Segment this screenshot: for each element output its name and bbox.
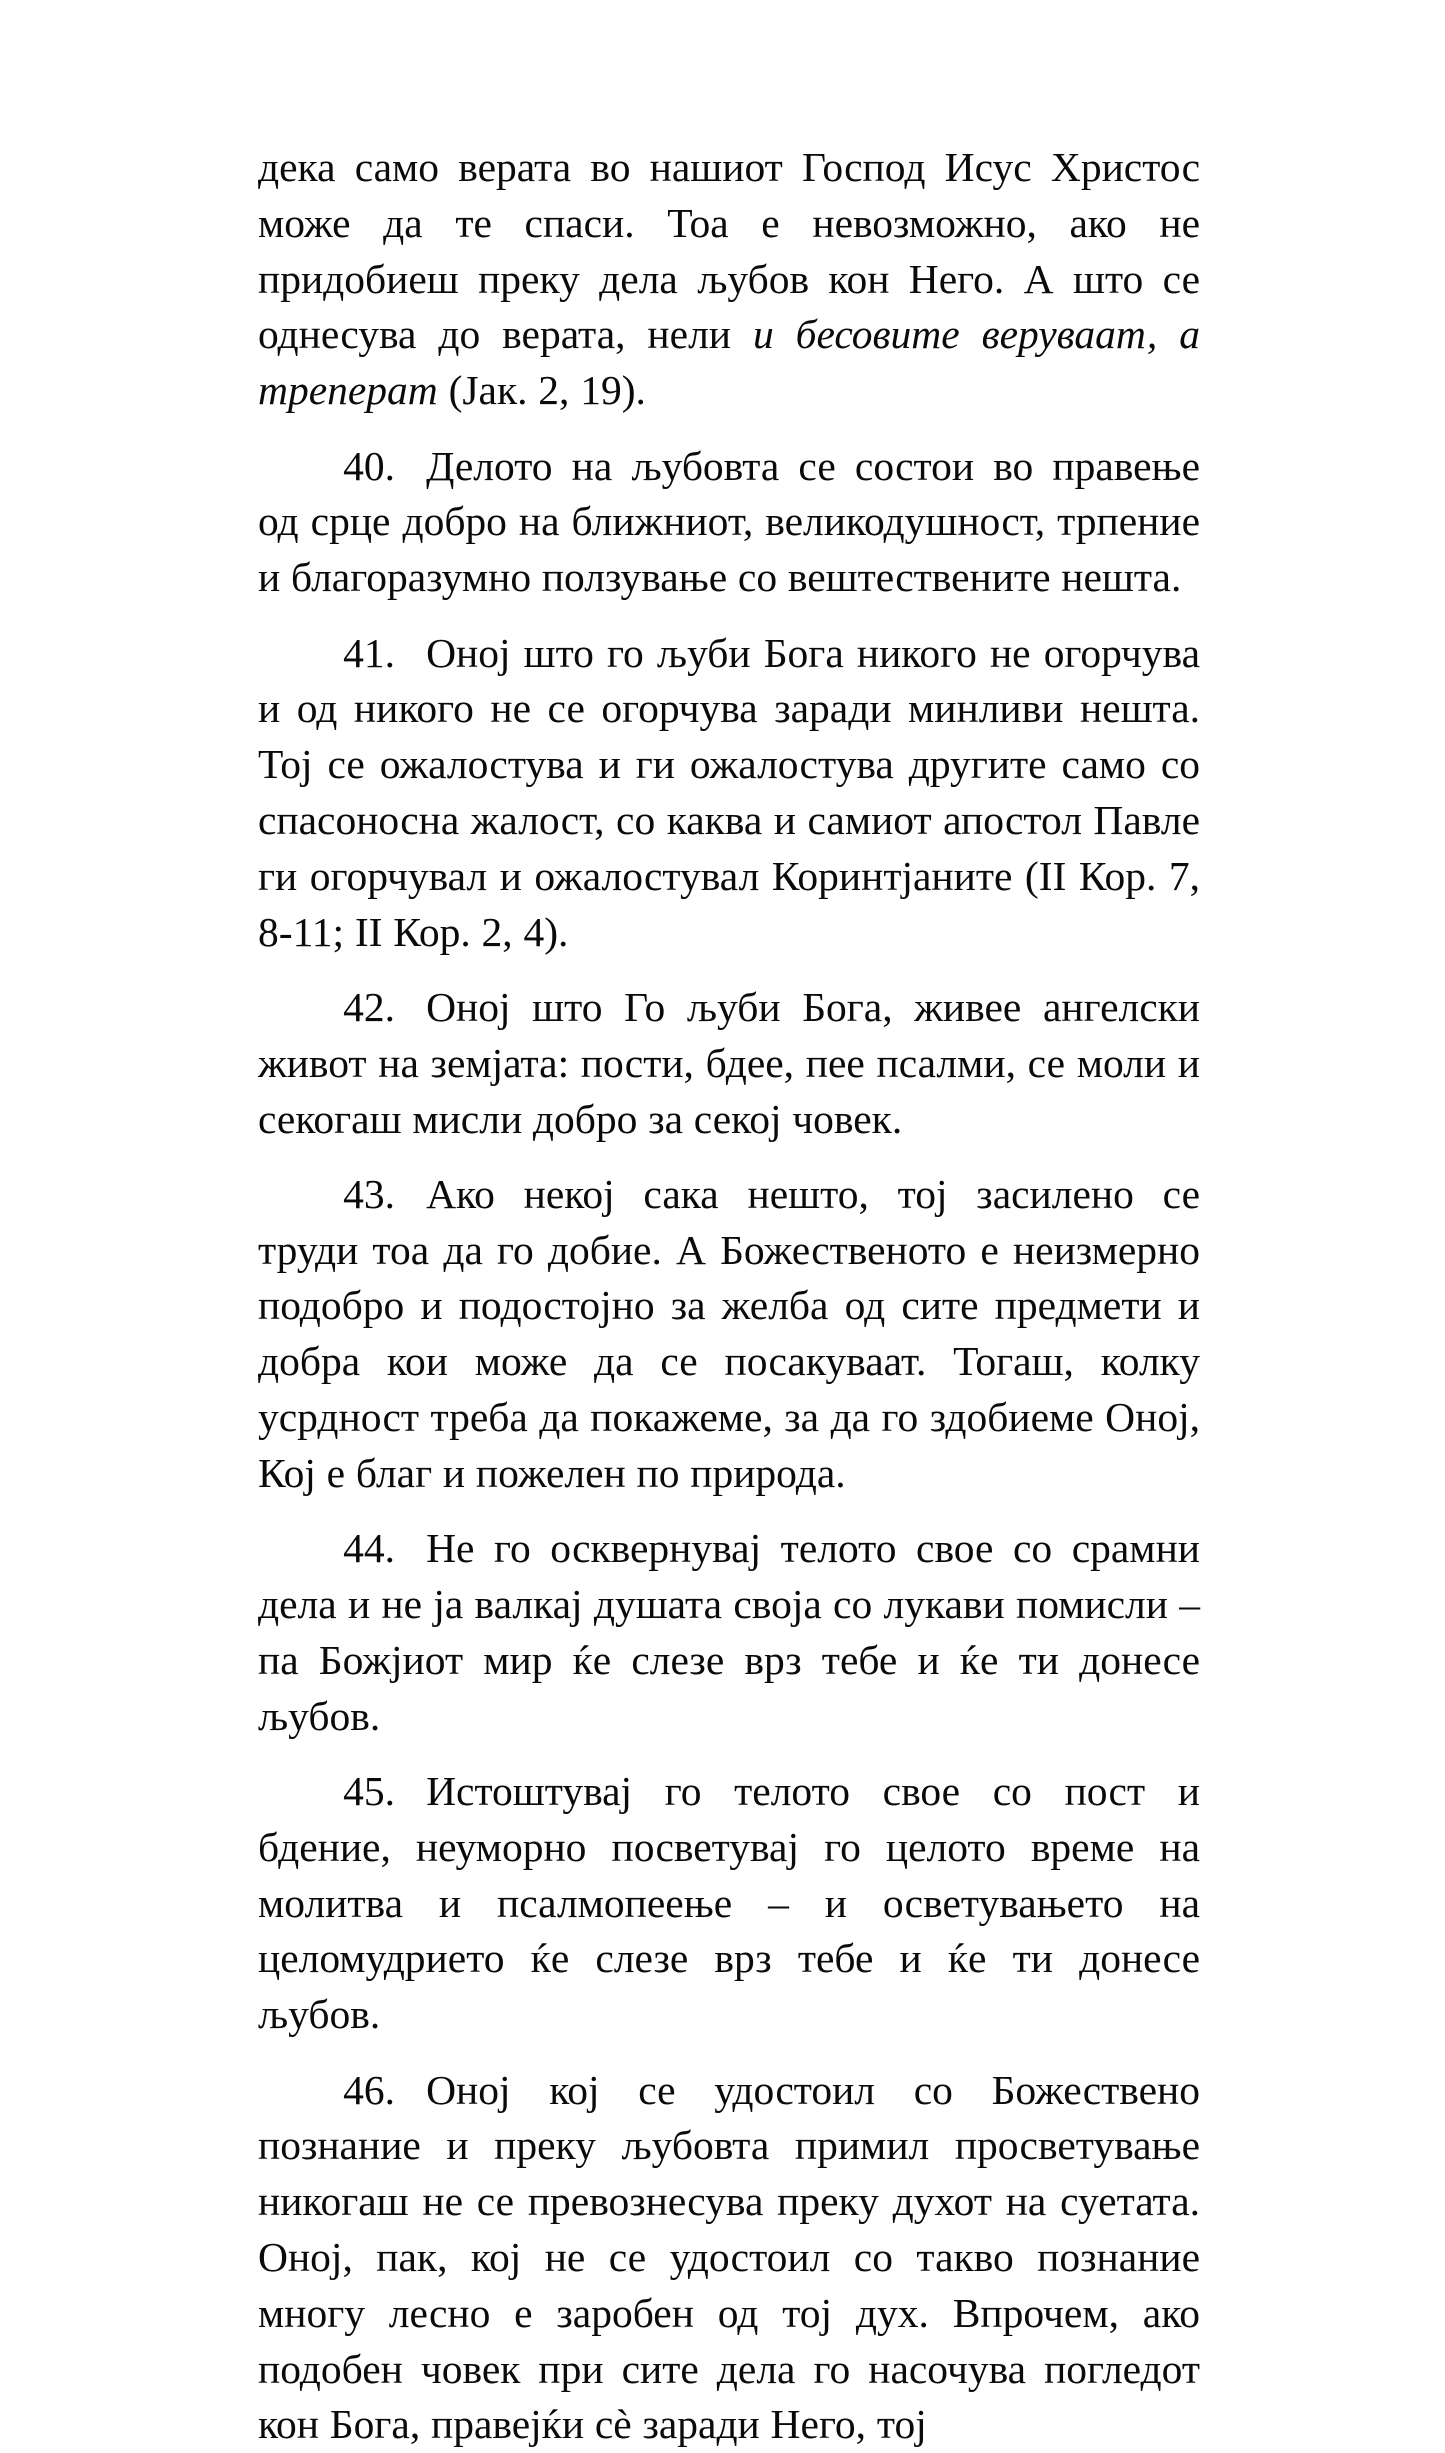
body-text-run: Не го осквернувај телото свое со срамни дела и не ја валкај душата своја со лукави помисли – па Божјиот мир ќе слезе врз тебе и ќе ти донесе љубов. (258, 1525, 1200, 1738)
paragraph-number: 44. (343, 1525, 395, 1571)
paragraph-number: 46. (343, 2067, 395, 2113)
body-text-run: Истоштувај го телото свое со пост и бдение, неуморно посветувај го целото време на молитва и псалмопеење – и осветувањето на целомудрието ќе слезе врз тебе и ќе ти донесе љубов. (258, 1768, 1200, 2037)
body-text-run: Оној што го љуби Бога никого не огорчува и од никого не се огорчува заради минливи нешта. Тој се ожалостува и ги ожалостува другите само со спасоносна жалост, со каква и самиот апостол Павле ги огорчувал и ожалостувал Коринтјаните (II Кор. 7, 8-11; II Кор. 2, 4). (258, 630, 1200, 955)
body-text-run: Ако некој сака нешто, тој засилено се труди тоа да го добие. А Божественото е неизмерно подобро и подостојно за желба од сите предмети и добра кои може да се посакуваат. Тогаш, колку усрдност треба да покажеме, за да го здобиеме Оној, Кој е благ и пожелен по природа. (258, 1171, 1200, 1496)
paragraph-number: 45. (343, 1768, 395, 1814)
numbered-paragraph (258, 2063, 1200, 2453)
numbered-paragraph (258, 439, 1200, 606)
body-text-run: дека само верата во нашиот Господ Исус Христос може да те спаси. Тоа е невозможно, ако не придобиеш преку дела љубов кон Него. А што се однесува до верата, нели (258, 144, 1200, 357)
numbered-paragraph (258, 626, 1200, 961)
body-text-run: Оној што Го љуби Бога, живее ангелски живот на земјата: пости, бдее, пее псалми, се моли и секогаш мисли добро за секој човек. (258, 984, 1200, 1142)
numbered-paragraph (258, 1521, 1200, 1744)
paragraph-number: 41. (343, 630, 395, 676)
continuation-paragraph (258, 140, 1200, 419)
numbered-paragraph (258, 1764, 1200, 2043)
body-text-run: Делото на љубовта се состои во правење од срце добро на ближниот, великодушност, трпение и благоразумно ползување со вештествените нешта. (258, 443, 1200, 601)
numbered-paragraph (258, 1167, 1200, 1502)
body-text-run: Оној кој се удостоил со Божествено познание и преку љубовта примил просветување никогаш не се превознесува преку духот на суетата. Оној, пак, кој не се удостоил со такво познание многу лесно е заробен од тој дух. Впрочем, ако подобен човек при сите дела го насочува погледот кон Бога, правејќи сè заради Него, тој (258, 2067, 1200, 2448)
scripture-quote: и бесовите веруваат, а треперат (258, 311, 1200, 413)
paragraph-number: 42. (343, 984, 395, 1030)
body-text-run: (Јак. 2, 19). (438, 367, 646, 413)
body-text-block (258, 140, 1200, 2453)
paragraph-number: 40. (343, 443, 395, 489)
numbered-paragraph (258, 980, 1200, 1147)
paragraph-number: 43. (343, 1171, 395, 1217)
